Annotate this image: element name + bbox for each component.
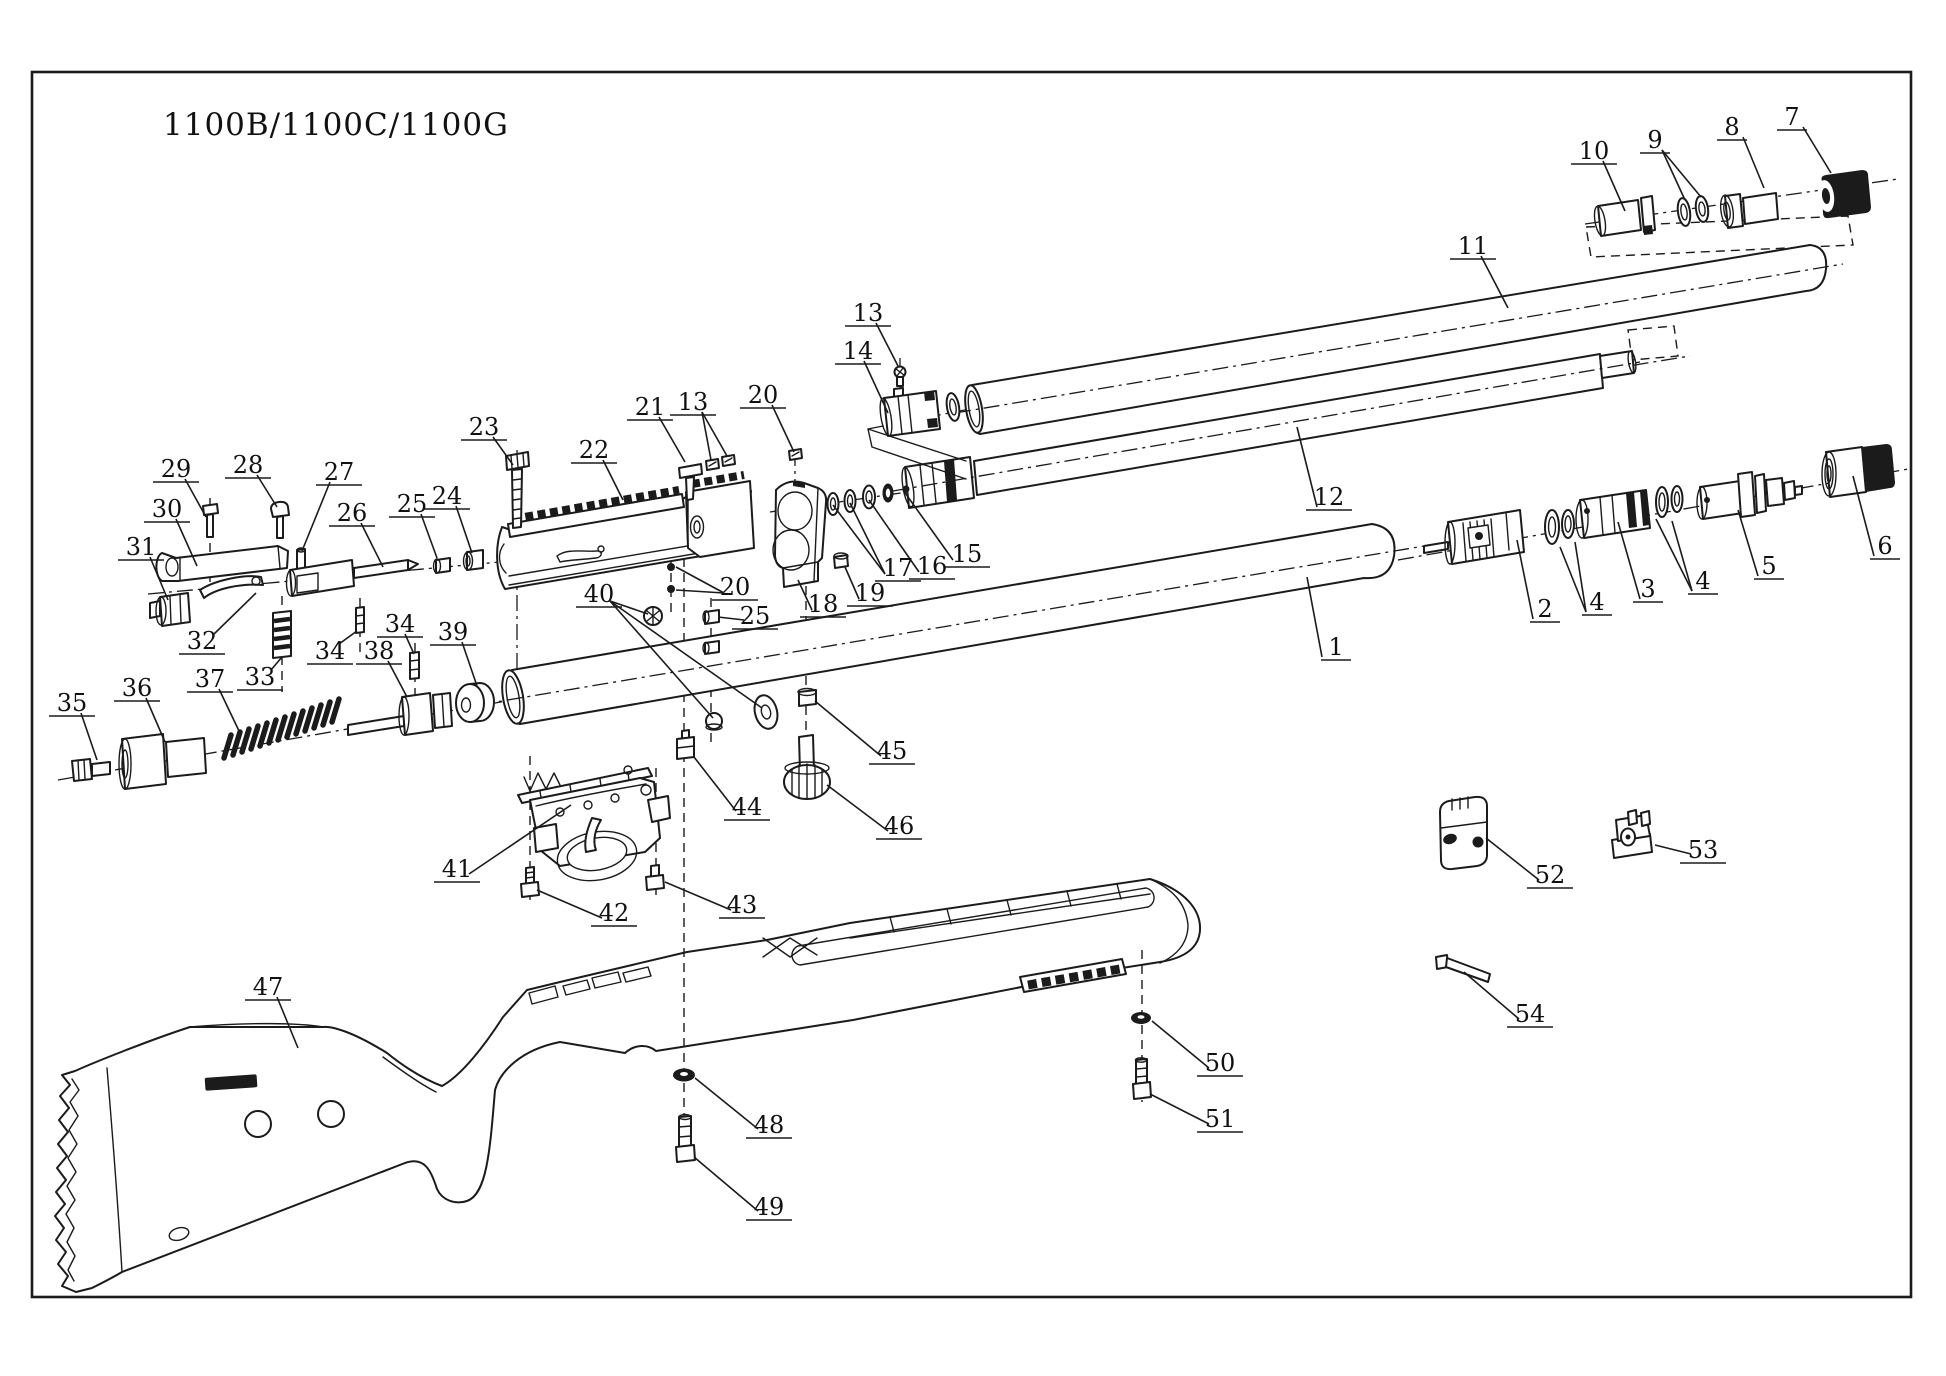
svg-text:46: 46 xyxy=(883,812,915,840)
svg-text:19: 19 xyxy=(854,579,886,607)
svg-text:51: 51 xyxy=(1204,1105,1236,1133)
part-45-collar xyxy=(798,689,816,707)
svg-text:26: 26 xyxy=(336,499,368,527)
svg-text:50: 50 xyxy=(1204,1049,1236,1077)
svg-text:54: 54 xyxy=(1514,1000,1546,1028)
svg-text:1: 1 xyxy=(1328,633,1344,661)
svg-text:18: 18 xyxy=(807,590,839,618)
svg-text:10: 10 xyxy=(1578,137,1610,165)
svg-text:43: 43 xyxy=(726,891,758,919)
svg-text:20: 20 xyxy=(719,573,751,601)
svg-text:17: 17 xyxy=(882,554,914,582)
svg-text:41: 41 xyxy=(441,855,473,883)
svg-text:38: 38 xyxy=(363,637,395,665)
svg-text:13: 13 xyxy=(677,388,709,416)
svg-text:9: 9 xyxy=(1647,126,1663,154)
svg-text:42: 42 xyxy=(598,899,630,927)
svg-text:34: 34 xyxy=(384,610,416,638)
svg-text:8: 8 xyxy=(1724,113,1740,141)
svg-text:25: 25 xyxy=(396,490,428,518)
svg-text:16: 16 xyxy=(916,552,948,580)
svg-text:20: 20 xyxy=(747,381,779,409)
svg-text:28: 28 xyxy=(232,451,264,479)
svg-text:44: 44 xyxy=(731,793,763,821)
svg-text:33: 33 xyxy=(244,663,276,691)
svg-text:7: 7 xyxy=(1784,103,1800,131)
part-33-spring-guide xyxy=(273,611,291,658)
svg-text:24: 24 xyxy=(431,482,463,510)
svg-text:30: 30 xyxy=(151,495,183,523)
svg-text:36: 36 xyxy=(121,674,153,702)
svg-text:32: 32 xyxy=(186,627,218,655)
part-52-rear-sight xyxy=(1440,797,1487,869)
svg-text:37: 37 xyxy=(194,665,226,693)
part-48-washer xyxy=(673,1069,695,1082)
svg-text:40: 40 xyxy=(583,580,615,608)
svg-text:14: 14 xyxy=(842,337,874,365)
svg-text:4: 4 xyxy=(1589,588,1605,616)
svg-text:6: 6 xyxy=(1877,532,1893,560)
stock-hole xyxy=(318,1101,344,1127)
part-24-ring xyxy=(464,550,484,570)
page-title: 1100B/1100C/1100G xyxy=(163,107,509,143)
svg-text:48: 48 xyxy=(753,1111,785,1139)
svg-text:2: 2 xyxy=(1537,595,1553,623)
svg-text:35: 35 xyxy=(56,689,88,717)
svg-text:3: 3 xyxy=(1640,575,1656,603)
svg-text:27: 27 xyxy=(323,458,355,486)
svg-text:4: 4 xyxy=(1695,567,1711,595)
svg-text:29: 29 xyxy=(160,455,192,483)
svg-text:47: 47 xyxy=(252,973,284,1001)
svg-text:31: 31 xyxy=(125,533,157,561)
svg-text:49: 49 xyxy=(753,1193,785,1221)
svg-text:23: 23 xyxy=(468,413,500,441)
part-39-washer xyxy=(456,683,494,722)
part-7-fill-cap xyxy=(1816,170,1871,218)
part-13-screw xyxy=(895,367,906,387)
svg-text:53: 53 xyxy=(1687,836,1719,864)
part-50-washer xyxy=(1131,1012,1151,1024)
svg-text:12: 12 xyxy=(1313,483,1345,511)
svg-text:52: 52 xyxy=(1534,861,1566,889)
svg-text:34: 34 xyxy=(314,637,346,665)
svg-text:11: 11 xyxy=(1457,232,1489,260)
svg-text:15: 15 xyxy=(951,540,983,568)
svg-text:5: 5 xyxy=(1761,552,1777,580)
svg-text:22: 22 xyxy=(578,436,610,464)
svg-text:13: 13 xyxy=(852,299,884,327)
svg-text:21: 21 xyxy=(634,393,666,421)
svg-text:25: 25 xyxy=(739,602,771,630)
stock-hole xyxy=(245,1111,271,1137)
part-25-collar xyxy=(434,558,451,573)
svg-text:45: 45 xyxy=(876,737,908,765)
svg-text:39: 39 xyxy=(437,618,469,646)
